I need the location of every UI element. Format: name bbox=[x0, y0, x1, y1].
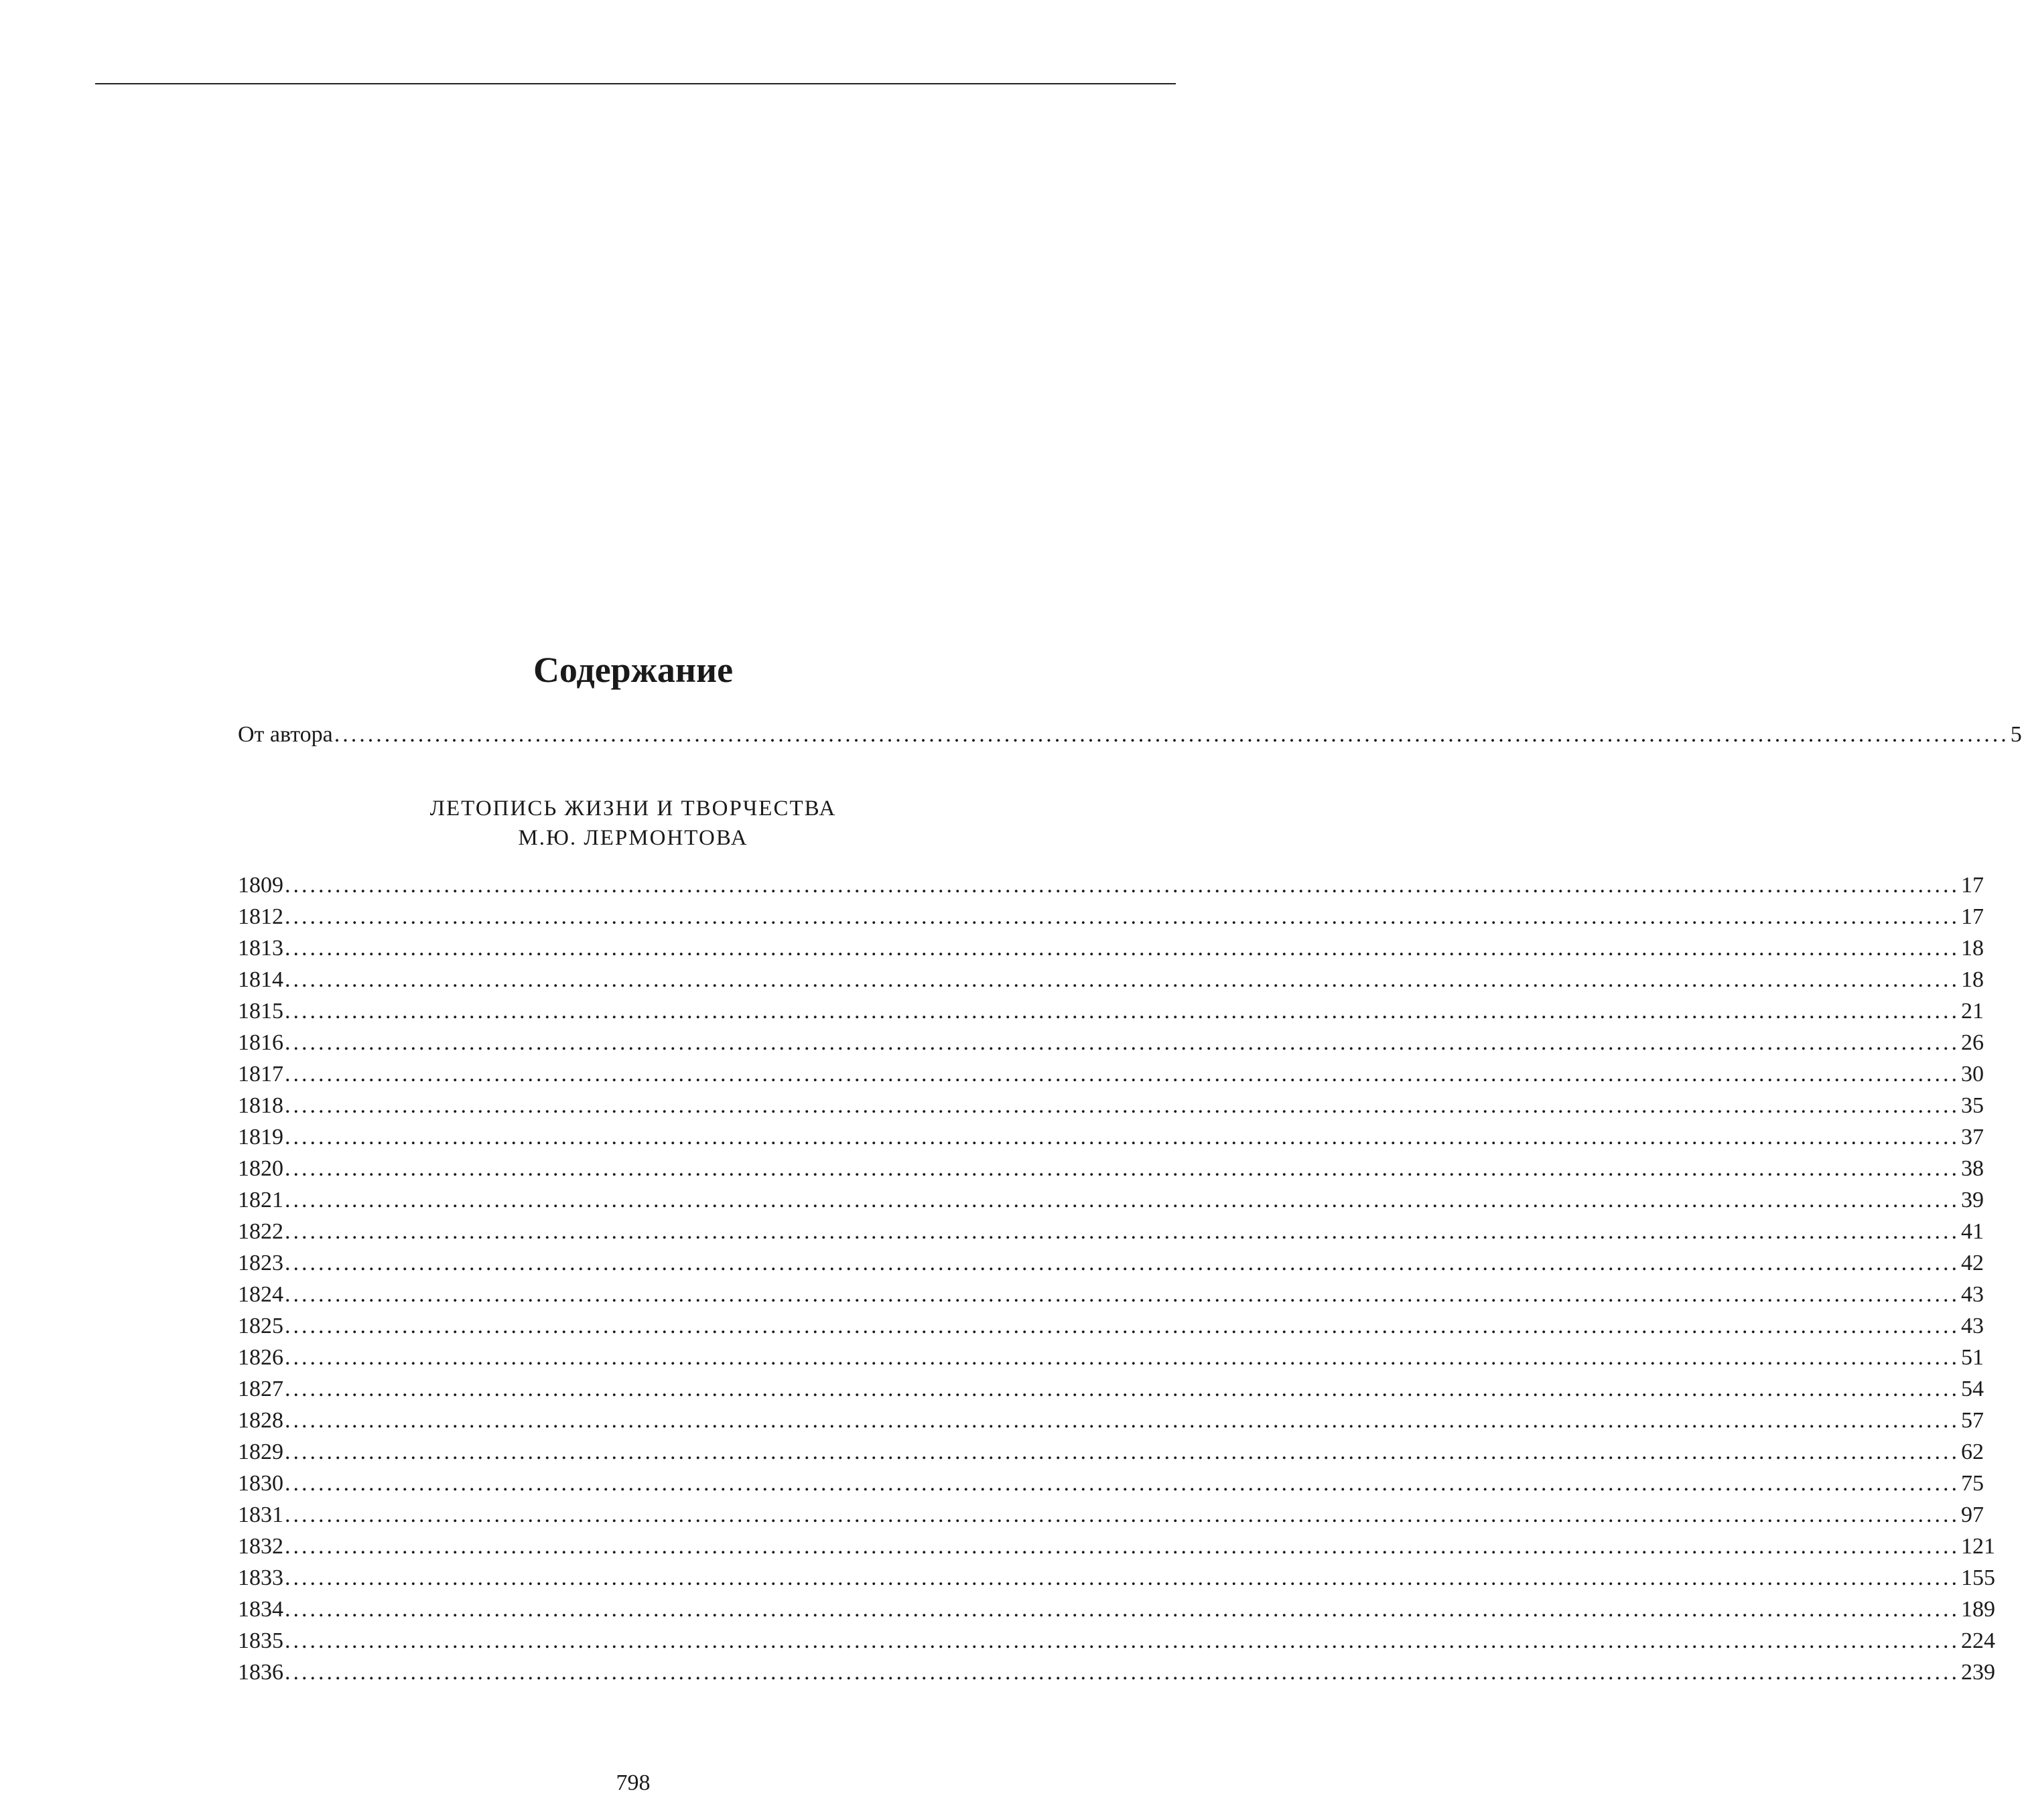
toc-entry-label: 1836 bbox=[238, 1660, 283, 1685]
toc-entry-label: 1828 bbox=[238, 1408, 283, 1433]
toc-entry[interactable] bbox=[238, 1310, 1984, 1342]
toc-entry-label: 1832 bbox=[238, 1534, 283, 1559]
toc-entry-page: 42 bbox=[1961, 1251, 1984, 1275]
toc-entry[interactable] bbox=[238, 1090, 1984, 1121]
section-heading-line-2: М.Ю. ЛЕРМОНТОВА bbox=[518, 826, 748, 850]
toc-entry-label: 1824 bbox=[238, 1282, 283, 1307]
section-heading-line-1: ЛЕТОПИСЬ ЖИЗНИ И ТВОРЧЕСТВА bbox=[429, 796, 837, 821]
toc-entry-label: От автора bbox=[238, 722, 333, 747]
section-heading bbox=[0, 794, 1266, 853]
toc-entry[interactable] bbox=[238, 932, 1984, 964]
toc-entry-page: 224 bbox=[1961, 1628, 1995, 1653]
toc-entry-page: 97 bbox=[1961, 1502, 1984, 1527]
toc-entry[interactable] bbox=[238, 1184, 1984, 1216]
toc-entry-page: 5 bbox=[2010, 722, 2022, 747]
dot-leader: ........................................................................................................................................................................................................ bbox=[285, 1408, 1960, 1433]
toc-entry[interactable] bbox=[238, 1405, 1984, 1436]
toc-entry-intro[interactable] bbox=[238, 719, 2022, 750]
toc-entry-label: 1829 bbox=[238, 1440, 283, 1464]
dot-leader: ........................................................................................................................................................................................................ bbox=[285, 1377, 1960, 1401]
toc-entry[interactable] bbox=[238, 1531, 1995, 1562]
dot-leader: ........................................................................................................................................................................................................ bbox=[285, 1282, 1960, 1307]
toc-entry[interactable] bbox=[238, 964, 1984, 995]
dot-leader: ........................................................................................................................................................................................................ bbox=[285, 1251, 1960, 1275]
dot-leader: ........................................................................................................................................................................................................ bbox=[285, 1440, 1960, 1464]
toc-entry-page: 43 bbox=[1961, 1314, 1984, 1338]
toc-entry[interactable] bbox=[238, 1436, 1984, 1468]
dot-leader: ........................................................................................................................................................................................................ bbox=[285, 1093, 1960, 1118]
toc-entry[interactable] bbox=[238, 1657, 1995, 1688]
toc-entry[interactable] bbox=[238, 1499, 1984, 1531]
dot-leader: ........................................................................................................................................................................................................ bbox=[285, 1502, 1960, 1527]
intro-toc-list bbox=[238, 719, 2022, 750]
dot-leader: ........................................................................................................................................................................................................ bbox=[285, 1628, 1960, 1653]
toc-entry[interactable] bbox=[238, 1468, 1984, 1499]
dot-leader: ........................................................................................................................................................................................................ bbox=[285, 1345, 1960, 1370]
toc-entry[interactable] bbox=[238, 1625, 1995, 1657]
toc-entry[interactable] bbox=[238, 1247, 1984, 1279]
toc-entry-label: 1812 bbox=[238, 904, 283, 929]
toc-entry[interactable] bbox=[238, 1562, 1995, 1594]
toc-entry-label: 1818 bbox=[238, 1093, 283, 1118]
dot-leader: ........................................................................................................................................................................................................ bbox=[285, 1597, 1960, 1622]
toc-entry-page: 35 bbox=[1961, 1093, 1984, 1118]
dot-leader: ........................................................................................................................................................................................................ bbox=[285, 1188, 1960, 1212]
toc-entry-label: 1833 bbox=[238, 1565, 283, 1590]
dot-leader: ........................................................................................................................................................................................................ bbox=[285, 1125, 1960, 1149]
toc-entry[interactable] bbox=[238, 1058, 1984, 1090]
toc-entry[interactable] bbox=[238, 1027, 1984, 1058]
page-title: Содержание bbox=[533, 650, 734, 690]
toc-entry-label: 1815 bbox=[238, 999, 283, 1024]
toc-entry-page: 62 bbox=[1961, 1440, 1984, 1464]
toc-entry[interactable] bbox=[238, 901, 1984, 932]
toc-entry-label: 1822 bbox=[238, 1219, 283, 1244]
toc-entry-label: 1821 bbox=[238, 1188, 283, 1212]
toc-entry-page: 38 bbox=[1961, 1156, 1984, 1181]
toc-entry-label: 1826 bbox=[238, 1345, 283, 1370]
toc-entry-label: 1816 bbox=[238, 1030, 283, 1055]
dot-leader: ........................................................................................................................................................................................................ bbox=[285, 1062, 1960, 1087]
toc-entry-page: 26 bbox=[1961, 1030, 1984, 1055]
toc-entry-page: 54 bbox=[1961, 1377, 1984, 1401]
dot-leader: ........................................................................................................................................................................................................ bbox=[285, 1156, 1960, 1181]
chronicle-toc-list bbox=[238, 869, 1995, 1688]
toc-entry-label: 1813 bbox=[238, 936, 283, 961]
page-number: 798 bbox=[616, 1770, 651, 1795]
dot-leader: ........................................................................................................................................................................................................ bbox=[285, 999, 1960, 1024]
toc-entry-page: 155 bbox=[1961, 1565, 1995, 1590]
toc-entry-label: 1825 bbox=[238, 1314, 283, 1338]
dot-leader: ........................................................................................................................................................................................................ bbox=[285, 1471, 1960, 1496]
toc-entry[interactable] bbox=[238, 869, 1984, 901]
toc-entry-page: 239 bbox=[1961, 1660, 1995, 1685]
dot-leader: ........................................................................................................................................................................................................ bbox=[285, 967, 1960, 992]
toc-entry[interactable] bbox=[238, 1594, 1995, 1625]
toc-entry-label: 1809 bbox=[238, 873, 283, 898]
toc-entry-page: 21 bbox=[1961, 999, 1984, 1024]
toc-entry[interactable] bbox=[238, 995, 1984, 1027]
header-rule bbox=[95, 83, 1176, 84]
toc-entry-page: 37 bbox=[1961, 1125, 1984, 1149]
dot-leader: ........................................................................................................................................................................................................ bbox=[285, 936, 1960, 961]
toc-entry-page: 51 bbox=[1961, 1345, 1984, 1370]
toc-entry-page: 17 bbox=[1961, 873, 1984, 898]
toc-entry[interactable] bbox=[238, 1373, 1984, 1405]
dot-leader: ........................................................................................................................................................................................................ bbox=[285, 873, 1960, 898]
dot-leader: ........................................................................................................................................................................................................ bbox=[285, 1660, 1960, 1685]
toc-entry-label: 1814 bbox=[238, 967, 283, 992]
toc-entry-page: 121 bbox=[1961, 1534, 1995, 1559]
toc-entry-page: 30 bbox=[1961, 1062, 1984, 1087]
toc-entry-page: 41 bbox=[1961, 1219, 1984, 1244]
toc-entry-page: 39 bbox=[1961, 1188, 1984, 1212]
toc-entry-label: 1834 bbox=[238, 1597, 283, 1622]
dot-leader: ........................................................................................................................................................................................................ bbox=[334, 722, 2009, 747]
toc-entry-label: 1830 bbox=[238, 1471, 283, 1496]
toc-entry-label: 1835 bbox=[238, 1628, 283, 1653]
dot-leader: ........................................................................................................................................................................................................ bbox=[285, 1219, 1960, 1244]
dot-leader: ........................................................................................................................................................................................................ bbox=[285, 1565, 1960, 1590]
dot-leader: ........................................................................................................................................................................................................ bbox=[285, 904, 1960, 929]
toc-entry[interactable] bbox=[238, 1342, 1984, 1373]
toc-entry-page: 17 bbox=[1961, 904, 1984, 929]
toc-entry-page: 75 bbox=[1961, 1471, 1984, 1496]
toc-entry-page: 43 bbox=[1961, 1282, 1984, 1307]
toc-entry-label: 1827 bbox=[238, 1377, 283, 1401]
toc-entry-page: 18 bbox=[1961, 936, 1984, 961]
toc-entry-label: 1820 bbox=[238, 1156, 283, 1181]
toc-entry[interactable] bbox=[238, 1121, 1984, 1153]
toc-entry-label: 1831 bbox=[238, 1502, 283, 1527]
toc-entry[interactable] bbox=[238, 1153, 1984, 1184]
toc-entry-label: 1823 bbox=[238, 1251, 283, 1275]
dot-leader: ........................................................................................................................................................................................................ bbox=[285, 1534, 1960, 1559]
toc-entry-page: 189 bbox=[1961, 1597, 1995, 1622]
toc-entry-label: 1817 bbox=[238, 1062, 283, 1087]
dot-leader: ........................................................................................................................................................................................................ bbox=[285, 1030, 1960, 1055]
toc-entry-label: 1819 bbox=[238, 1125, 283, 1149]
toc-entry-page: 57 bbox=[1961, 1408, 1984, 1433]
dot-leader: ........................................................................................................................................................................................................ bbox=[285, 1314, 1960, 1338]
toc-entry[interactable] bbox=[238, 1279, 1984, 1310]
toc-entry[interactable] bbox=[238, 1216, 1984, 1247]
toc-entry-page: 18 bbox=[1961, 967, 1984, 992]
